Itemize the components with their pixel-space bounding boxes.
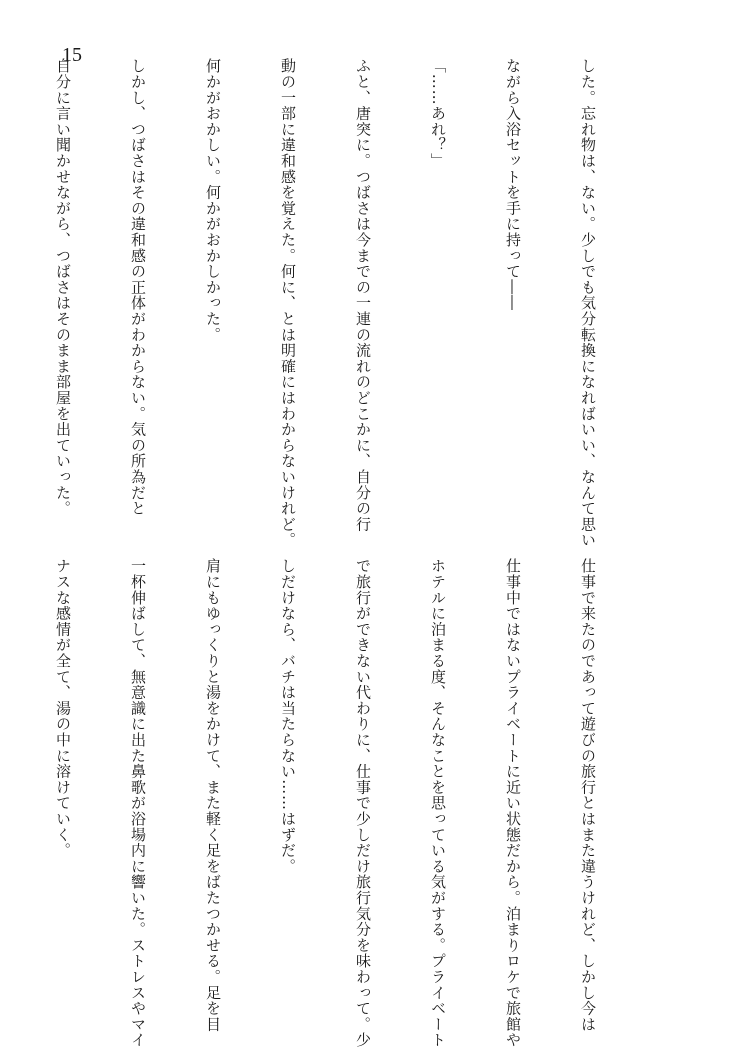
- text-line: 仕事で来たのであって遊びの旅行とはまた違うけれど、しかし今は: [579, 558, 597, 1032]
- text-line: 仕事中ではないプライベートに近い状態だから。泊まりロケで旅館や: [504, 558, 522, 1048]
- text-line: ふと、唐突に。つばさは今までの一連の流れのどこかに、自分の行: [354, 58, 372, 532]
- text-line: した。忘れ物は、ない。少しでも気分転換になればいい、なんて思い: [579, 58, 597, 548]
- text-line: ホテルに泊まる度、そんなことを思っている気がする。プライベート: [429, 558, 447, 1048]
- text-line: 肩にもゆっくりと湯をかけて、また軽く足をばたつかせる。足を目: [204, 558, 222, 1032]
- text-line: 一杯伸ばして、無意識に出た鼻歌が浴場内に響いた。ストレスやマイ: [129, 558, 147, 1048]
- text-line: 動の一部に違和感を覚えた。何に、とは明確にはわからないけれど。: [279, 58, 297, 548]
- text-line: 自分に言い聞かせながら、つばさはそのまま部屋を出ていった。: [54, 58, 72, 517]
- text-line: ながら入浴セットを手に持って――: [504, 58, 522, 311]
- text-line: ナスな感情が全て、湯の中に溶けていく。: [54, 558, 72, 859]
- text-line: で旅行ができない代わりに、仕事で少しだけ旅行気分を味わって。少: [354, 558, 372, 1048]
- page-number: 15: [62, 44, 82, 66]
- text-line: しだけなら、バチは当たらない……はずだ。: [279, 558, 297, 874]
- text-line: 「……あれ？」: [429, 58, 447, 169]
- text-block-top: [54, 58, 650, 548]
- text-block-bottom: [54, 558, 650, 1048]
- text-line: 何かがおかしい。何かがおかしかった。: [204, 58, 222, 343]
- text-line: しかし、つばさはその違和感の正体がわからない。気の所為だと: [129, 58, 147, 517]
